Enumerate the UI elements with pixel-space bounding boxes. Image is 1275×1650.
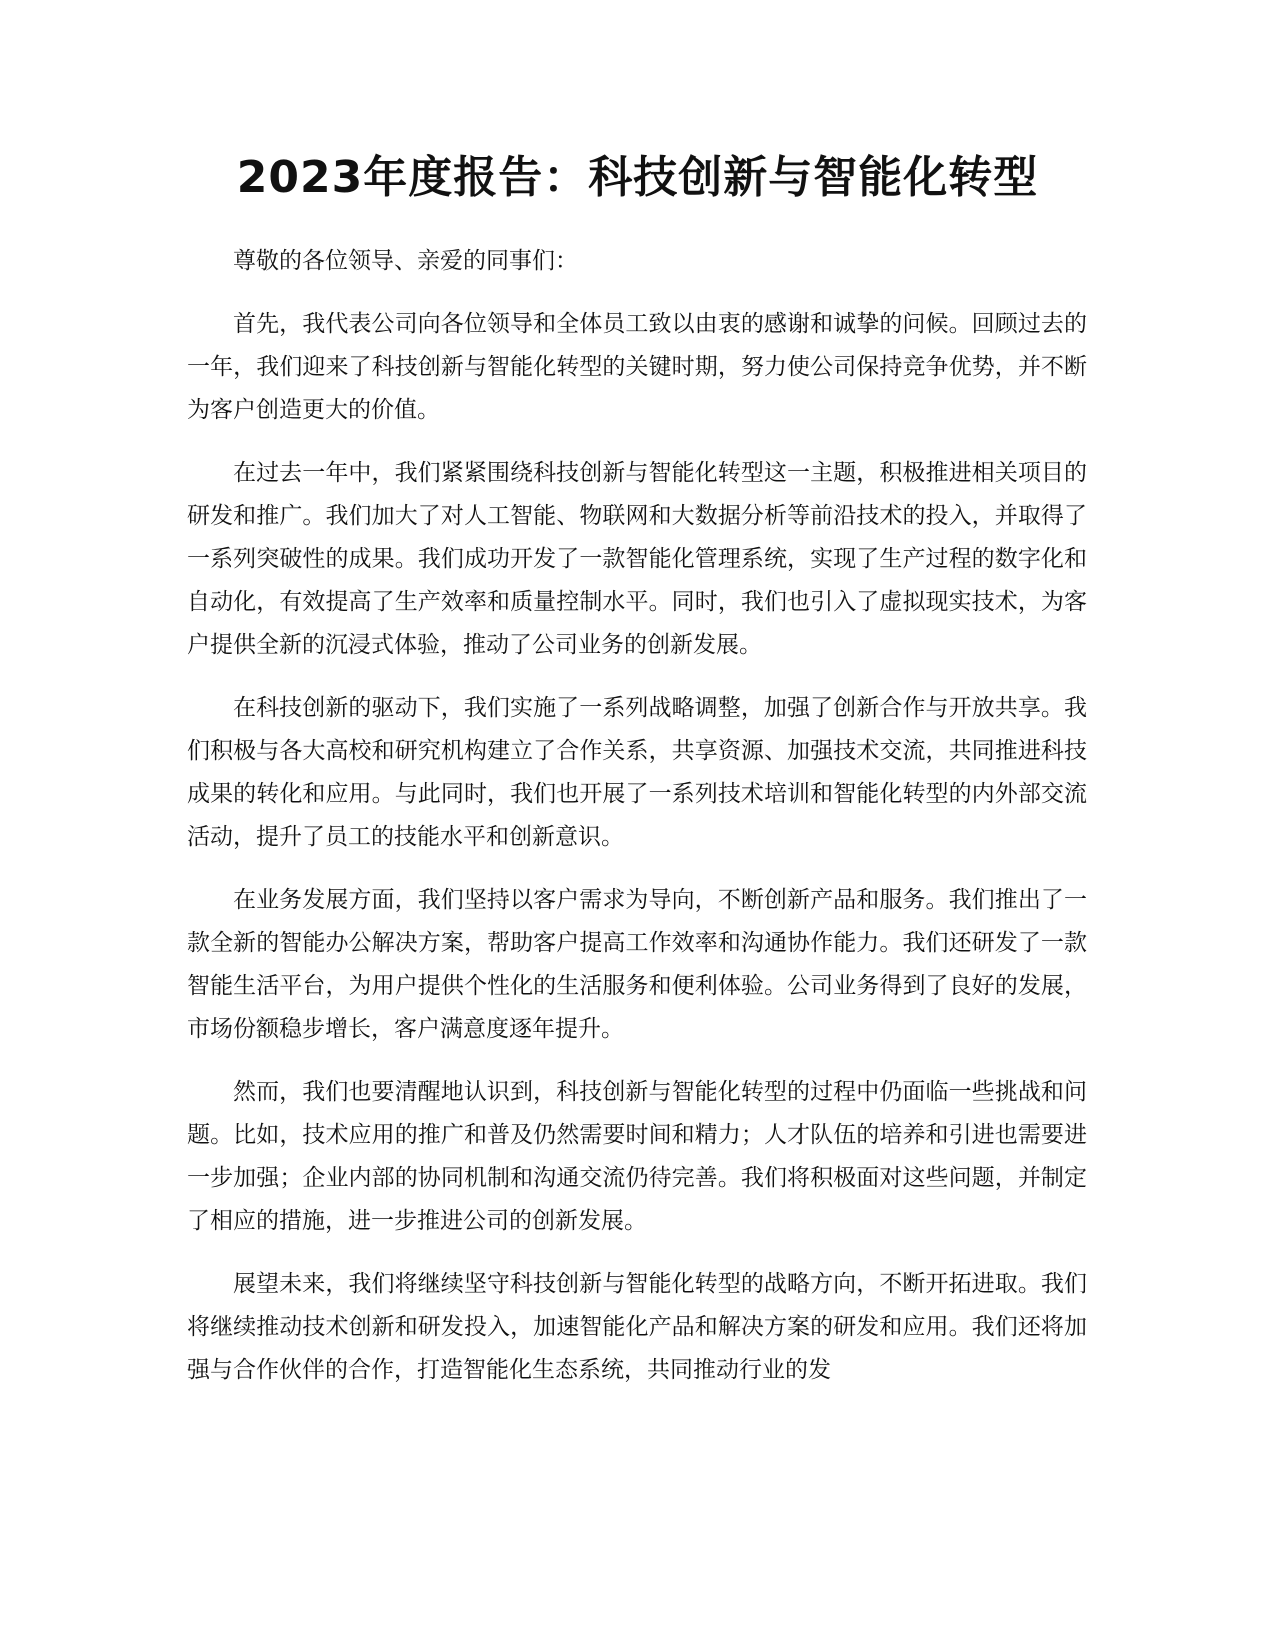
- document-title: 2023年度报告：科技创新与智能化转型: [236, 152, 1039, 203]
- paragraph-tech-progress: 在过去一年中，我们紧紧围绕科技创新与智能化转型这一主题，积极推进相关项目的研发和推广。我们加大了对人工智能、物联网和大数据分析等前沿技术的投入，并取得了一系列突破性的成果。我们成功开发了一款智能化管理系统，实现了生产过程的数字化和自动化，有效提高了生产效率和质量控制水平。同时，我们也引入了虚拟现实技术，为客户提供全新的沉浸式体验，推动了公司业务的创新发展。: [187, 460, 1087, 658]
- document-body: [187, 240, 1087, 1412]
- paragraph-outlook: 展望未来，我们将继续坚守科技创新与智能化转型的战略方向，不断开拓进取。我们将继续推动技术创新和研发投入，加速智能化产品和解决方案的研发和应用。我们还将加强与合作伙伴的合作，打造智能化生态系统，共同推动行业的发: [187, 1271, 1087, 1383]
- greeting-line: 尊敬的各位领导、亲爱的同事们：: [233, 248, 578, 274]
- paragraph-challenges: 然而，我们也要清醒地认识到，科技创新与智能化转型的过程中仍面临一些挑战和问题。比如，技术应用的推广和普及仍然需要时间和精力；人才队伍的培养和引进也需要进一步加强；企业内部的协同机制和沟通交流仍待完善。我们将积极面对这些问题，并制定了相应的措施，进一步推进公司的创新发展。: [187, 1079, 1087, 1234]
- paragraph-strategy: 在科技创新的驱动下，我们实施了一系列战略调整，加强了创新合作与开放共享。我们积极与各大高校和研究机构建立了合作关系，共享资源、加强技术交流，共同推进科技成果的转化和应用。与此同时，我们也开展了一系列技术培训和智能化转型的内外部交流活动，提升了员工的技能水平和创新意识。: [187, 695, 1087, 850]
- paragraph-intro: 首先，我代表公司向各位领导和全体员工致以由衷的感谢和诚挚的问候。回顾过去的一年，我们迎来了科技创新与智能化转型的关键时期，努力使公司保持竞争优势，并不断为客户创造更大的价值。: [187, 311, 1087, 423]
- paragraph-business: 在业务发展方面，我们坚持以客户需求为导向，不断创新产品和服务。我们推出了一款全新的智能办公解决方案，帮助客户提高工作效率和沟通协作能力。我们还研发了一款智能生活平台，为用户提供个性化的生活服务和便利体验。公司业务得到了良好的发展，市场份额稳步增长，客户满意度逐年提升。: [187, 887, 1087, 1042]
